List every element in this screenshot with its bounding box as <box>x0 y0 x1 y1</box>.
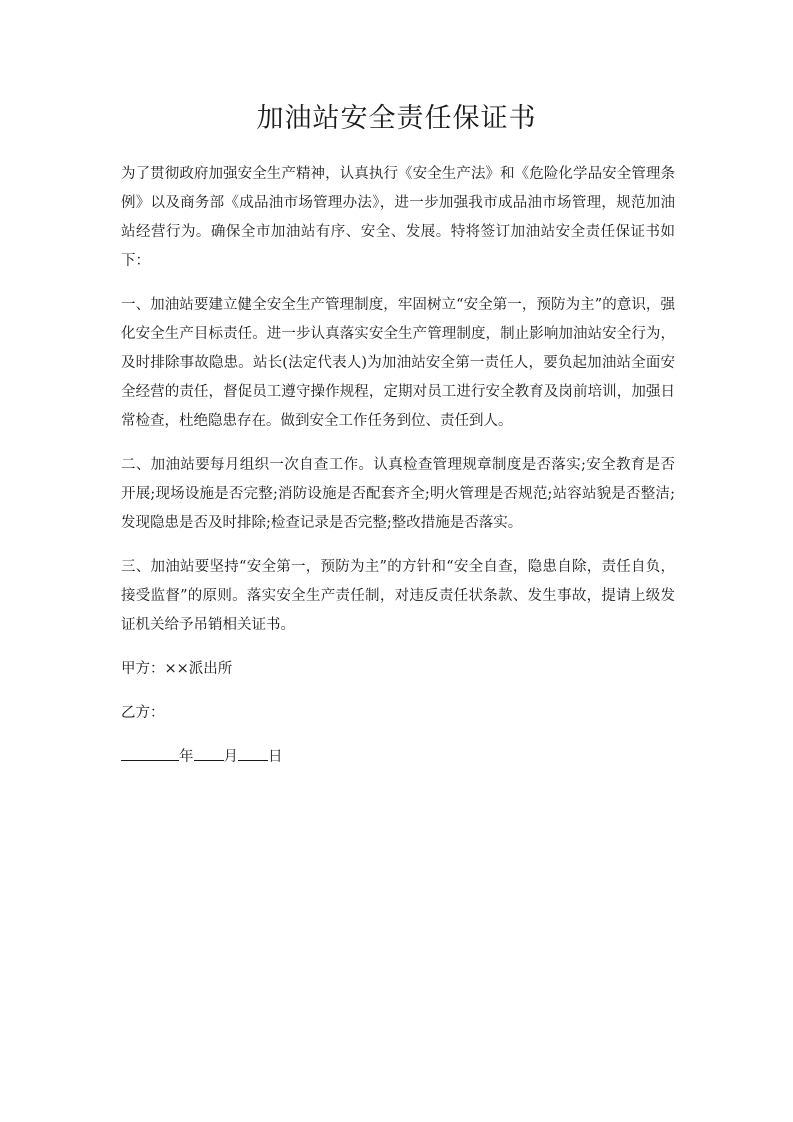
year-label: 年 <box>179 749 194 765</box>
day-blank <box>238 743 268 761</box>
clause-two-paragraph: 二、加油站要每月组织一次自查工作。认真检查管理规章制度是否落实;安全教育是否开展;现场设施是否完整;消防设施是否配套齐全;明火管理是否规范;站容站貌是否整洁;发现隐患是否及时排除;检查记录是否完整;整改措施是否落实。 <box>121 457 675 531</box>
party-a-line: 甲方：××派出所 <box>121 661 233 677</box>
clause-three-paragraph: 三、加油站要坚持“安全第一，预防为主”的方针和“安全自查，隐患自除，责任自负，接受监督”的原则。落实安全生产责任制，对违反责任状条款、发生事故，提请上级发证机关给予吊销相关证书。 <box>121 559 675 633</box>
document-body <box>121 160 675 787</box>
document-title: 加油站安全责任保证书 <box>256 103 537 134</box>
month-blank <box>194 743 224 761</box>
day-label: 日 <box>268 749 283 765</box>
clause-one-paragraph: 一、加油站要建立健全安全生产管理制度，牢固树立“安全第一，预防为主”的意识，强化安全生产目标责任。进一步认真落实安全生产管理制度，制止影响加油站安全行为，及时排除事故隐患。站长(法定代表人)为加油站安全第一责任人，要负起加油站全面安全经营的责任，督促员工遵守操作规程，定期对员工进行安全教育及岗前培训，加强日常检查，杜绝隐患存在。做到安全工作任务到位、责任到人。 <box>121 297 675 429</box>
intro-paragraph: 为了贯彻政府加强安全生产精神，认真执行《安全生产法》和《危险化学品安全管理条例》以及商务部《成品油市场管理办法》，进一步加强我市成品油市场管理，规范加油站经营行为。确保全市加油站有序、安全、发展。特将签订加油站安全责任保证书如下： <box>121 166 675 269</box>
month-label: 月 <box>223 749 238 765</box>
party-b-line: 乙方： <box>121 705 165 721</box>
date-line <box>121 743 675 772</box>
year-blank <box>121 743 179 761</box>
